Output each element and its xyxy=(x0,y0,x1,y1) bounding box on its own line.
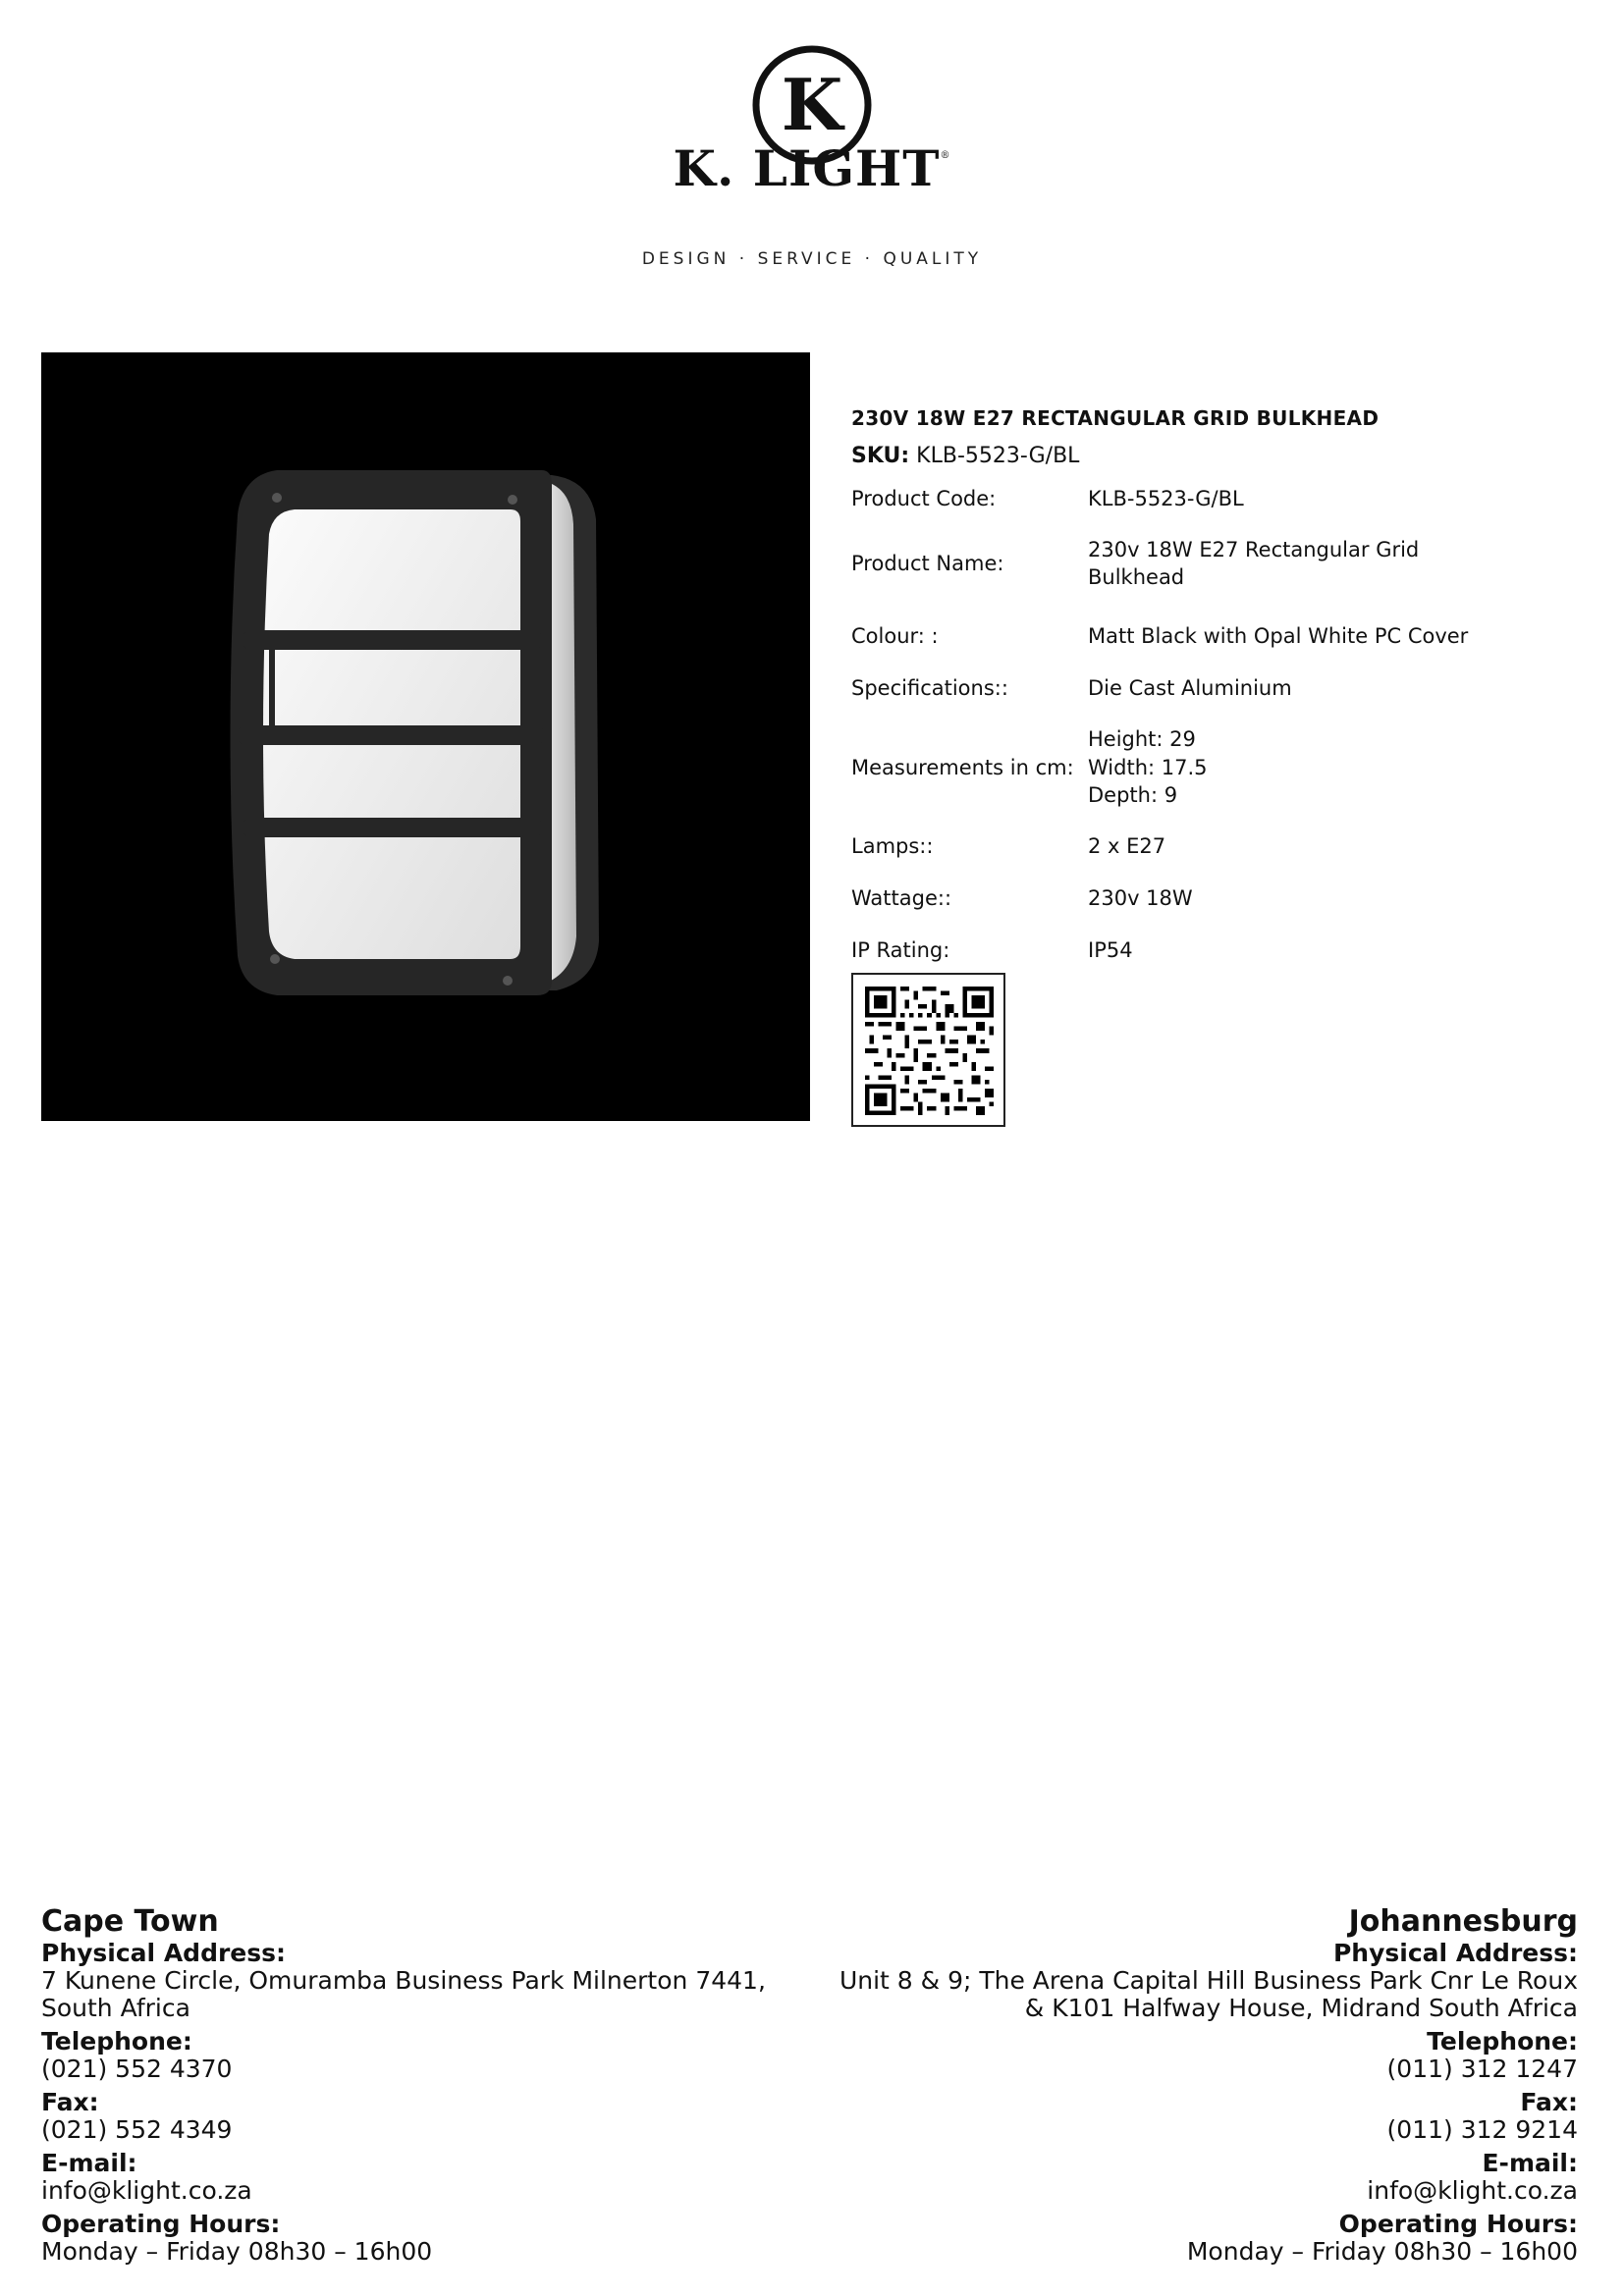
bulkhead-light-photo xyxy=(41,352,810,1121)
spec-label: Measurements in cm: xyxy=(851,755,1074,779)
spec-label: Colour: : xyxy=(851,624,939,649)
footer-johannesburg xyxy=(792,1904,1578,2266)
hours-value: Monday – Friday 08h30 – 16h00 xyxy=(1186,2237,1578,2266)
sku-line xyxy=(851,444,1079,468)
spec-row-lamps xyxy=(851,821,1558,873)
logo-letter: K xyxy=(781,63,843,146)
email-label: E-mail: xyxy=(1482,2149,1578,2177)
address-label: Physical Address: xyxy=(41,1939,287,1967)
address-label: Physical Address: xyxy=(1332,1939,1578,1967)
product-title: 230V 18W E27 RECTANGULAR GRID BULKHEAD xyxy=(851,406,1380,430)
spec-value: 230v 18W E27 Rectangular Grid Bulkhead xyxy=(1088,538,1420,589)
spec-label: IP Rating: xyxy=(851,938,950,963)
fax-label: Fax: xyxy=(1520,2088,1578,2116)
fax-label: Fax: xyxy=(41,2088,99,2116)
spec-value: Die Cast Aluminium xyxy=(1088,676,1292,701)
address-line: South Africa xyxy=(41,1994,190,2022)
telephone-label: Telephone: xyxy=(1427,2027,1578,2056)
spec-value: KLB-5523-G/BL xyxy=(1088,486,1244,510)
city-heading: Johannesburg xyxy=(1348,1904,1578,1939)
spec-row-product-code xyxy=(851,481,1558,516)
spec-label: Product Code: xyxy=(851,486,997,510)
spec-row-product-name xyxy=(851,516,1558,611)
spec-value: 2 x E27 xyxy=(1088,834,1166,859)
email-link[interactable]: info@klight.co.za xyxy=(41,2176,252,2205)
address-line: Unit 8 & 9; The Arena Capital Hill Business Park Cnr Le Roux xyxy=(839,1966,1578,1995)
telephone-value[interactable]: (011) 312 1247 xyxy=(1386,2055,1578,2083)
spec-label: Wattage:: xyxy=(851,886,952,911)
hours-label: Operating Hours: xyxy=(41,2210,281,2238)
spec-value: 230v 18W xyxy=(1088,886,1193,911)
address-line: 7 Kunene Circle, Omuramba Business Park Milnerton 7441, xyxy=(41,1966,766,1995)
brand-tagline: DESIGN · SERVICE · QUALITY xyxy=(641,249,983,269)
spec-value: Height: 29 Width: 17.5 Depth: 9 xyxy=(1088,727,1208,808)
spec-label: Product Name: xyxy=(851,551,1004,575)
city-heading: Cape Town xyxy=(41,1904,219,1939)
spec-value: IP54 xyxy=(1088,938,1133,963)
spec-row-measurements xyxy=(851,715,1558,821)
spec-row-wattage xyxy=(851,873,1558,925)
spec-row-colour xyxy=(851,611,1558,663)
product-image xyxy=(41,352,810,1121)
email-label: E-mail: xyxy=(41,2149,137,2177)
hours-label: Operating Hours: xyxy=(1338,2210,1578,2238)
spec-label: Lamps:: xyxy=(851,834,934,859)
footer-cape-town xyxy=(41,1904,827,2266)
qr-code[interactable] xyxy=(851,973,1005,1127)
spec-value: Matt Black with Opal White PC Cover xyxy=(1088,624,1469,649)
email-link[interactable]: info@klight.co.za xyxy=(1367,2176,1578,2205)
sku-label: SKU: xyxy=(851,444,910,468)
address-line: & K101 Halfway House, Midrand South Africa xyxy=(1024,1994,1578,2022)
spec-row-specifications xyxy=(851,663,1558,715)
fax-value: (021) 552 4349 xyxy=(41,2115,233,2144)
fax-value: (011) 312 9214 xyxy=(1386,2115,1578,2144)
hours-value: Monday – Friday 08h30 – 16h00 xyxy=(41,2237,433,2266)
telephone-value[interactable]: (021) 552 4370 xyxy=(41,2055,233,2083)
telephone-label: Telephone: xyxy=(41,2027,192,2056)
spec-table xyxy=(851,481,1558,977)
registered-mark: ® xyxy=(940,150,951,161)
qr-code-icon xyxy=(865,987,994,1115)
sku-value: KLB-5523-G/BL xyxy=(916,444,1080,468)
brand-name: K. LIGHT® xyxy=(673,139,951,197)
spec-label: Specifications:: xyxy=(851,676,1008,701)
spec-row-ip-rating xyxy=(851,925,1558,977)
